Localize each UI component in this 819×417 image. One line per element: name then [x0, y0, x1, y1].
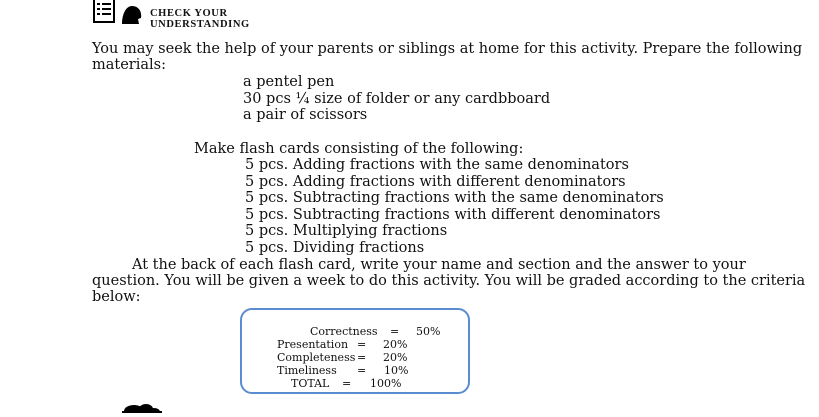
criteria-equals: =: [342, 377, 352, 390]
criteria-value: 10%: [384, 364, 409, 377]
material-item: a pair of scissors: [243, 107, 368, 123]
people-icon: [92, 398, 164, 410]
criteria-equals: =: [357, 338, 367, 351]
instructions-line-1: At the back of each flash card, write your name and section and the answer to your: [132, 257, 746, 273]
material-item: 30 pcs ¼ size of folder or any cardbboard: [243, 91, 551, 107]
material-item: a pentel pen: [243, 74, 335, 90]
instructions-line-2: question. You will be given a week to do this activity. You will be graded according to the criteria: [92, 273, 806, 289]
section-title: [150, 8, 250, 30]
criteria-value: 100%: [370, 377, 402, 390]
flashcard-item: 5 pcs. Subtracting fractions with the same denominators: [245, 190, 664, 206]
criteria-label: Completeness: [277, 351, 356, 364]
flashcard-item: 5 pcs. Multiplying fractions: [245, 223, 448, 239]
criteria-equals: =: [357, 351, 367, 364]
criteria-equals: =: [390, 325, 400, 338]
flashcard-item: 5 pcs. Dividing fractions: [245, 240, 425, 256]
flashcard-item: 5 pcs. Adding fractions with different denominators: [245, 174, 626, 190]
instructions-line-3: below:: [92, 289, 141, 305]
flashcard-item: 5 pcs. Adding fractions with the same denominators: [245, 157, 629, 173]
criteria-label: Timeliness: [277, 364, 337, 377]
criteria-value: 20%: [383, 338, 408, 351]
criteria-equals: =: [357, 364, 367, 377]
criteria-label: Correctness: [310, 325, 378, 338]
flashcard-item: 5 pcs. Subtracting fractions with different denominators: [245, 207, 661, 223]
criteria-value: 50%: [416, 325, 441, 338]
section-title-line1: CHECK YOUR: [150, 8, 228, 19]
criteria-label: TOTAL: [291, 377, 330, 390]
criteria-value: 20%: [383, 351, 408, 364]
criteria-label: Presentation: [277, 338, 349, 351]
section-title-line2: UNDERSTANDING: [150, 19, 250, 30]
intro-line-2: materials:: [92, 57, 166, 73]
flashcards-heading: Make flash cards consisting of the following:: [194, 141, 524, 157]
person-checklist-icon: [92, 0, 144, 24]
intro-line-1: You may seek the help of your parents or siblings at home for this activity. Prepare the following: [92, 41, 803, 57]
